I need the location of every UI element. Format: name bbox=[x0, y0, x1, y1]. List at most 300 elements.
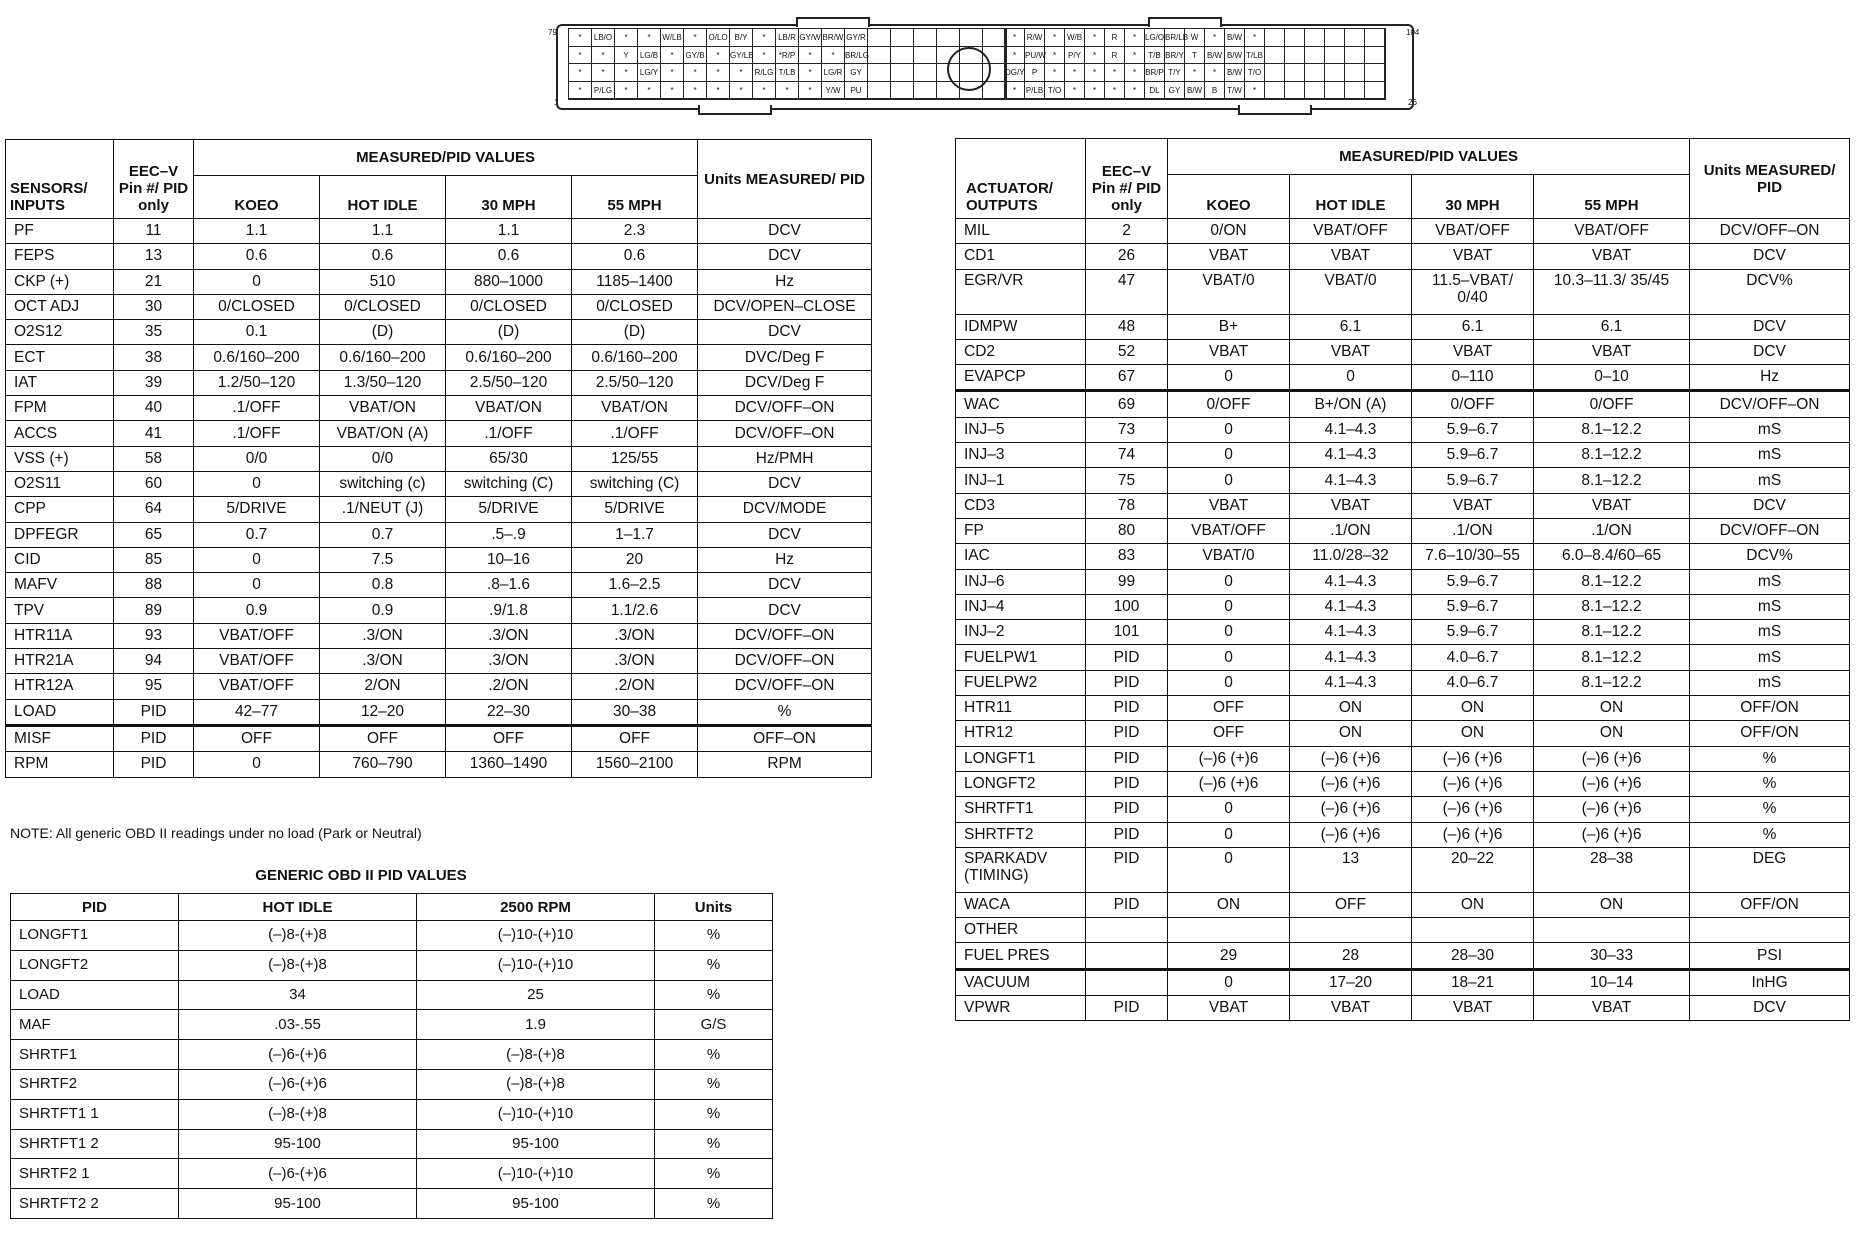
connector-pin-cell: * bbox=[753, 82, 776, 100]
pin-cell: 60 bbox=[114, 471, 194, 496]
units-cell: DCV% bbox=[1690, 544, 1850, 569]
connector-pin-cell bbox=[937, 29, 960, 47]
koeo-cell: 0 bbox=[1168, 417, 1290, 442]
55-mph-cell: ON bbox=[1534, 892, 1690, 917]
table-row bbox=[956, 721, 1850, 746]
hot-idle-cell: (–)6-(+)6 bbox=[179, 1069, 417, 1099]
koeo-cell: 0 bbox=[1168, 797, 1290, 822]
koeo-cell: 0.6 bbox=[194, 244, 320, 269]
2500-rpm-cell: (–)10-(+)10 bbox=[417, 921, 655, 951]
hot-idle-cell: VBAT/0 bbox=[1290, 269, 1412, 314]
table-row bbox=[6, 674, 872, 699]
connector-pin-cell bbox=[1365, 29, 1385, 47]
name-cell: FUELPW2 bbox=[956, 670, 1086, 695]
actuator-name-header: ACTUATOR/ OUTPUTS bbox=[956, 139, 1086, 219]
pin-cell bbox=[1086, 918, 1168, 943]
connector-pin-cell bbox=[1285, 82, 1305, 100]
30-mph-cell: ON bbox=[1412, 892, 1534, 917]
pin-cell: 100 bbox=[1086, 594, 1168, 619]
30-mph-cell: 18–21 bbox=[1412, 969, 1534, 995]
connector-pin-cell bbox=[891, 47, 914, 65]
units-cell: DCV% bbox=[1690, 269, 1850, 314]
table-row bbox=[6, 497, 872, 522]
units-cell: mS bbox=[1690, 594, 1850, 619]
pin-cell: 11 bbox=[114, 219, 194, 244]
name-cell: O2S11 bbox=[6, 471, 114, 496]
connector-pin-cell: * bbox=[592, 64, 615, 82]
pin-cell: 80 bbox=[1086, 518, 1168, 543]
koeo-cell: 0/0 bbox=[194, 446, 320, 471]
units-cell: DCV/OFF–ON bbox=[698, 623, 872, 648]
name-cell: INJ–5 bbox=[956, 417, 1086, 442]
hot-idle-cell: 12–20 bbox=[320, 699, 446, 725]
55-mph-cell: 30–33 bbox=[1534, 943, 1690, 969]
pin-cell: PID bbox=[1086, 670, 1168, 695]
koeo-cell: 0 bbox=[1168, 620, 1290, 645]
connector-pin-cell: * bbox=[615, 82, 638, 100]
connector-pin-cell: * bbox=[638, 82, 661, 100]
connector-pin-cell bbox=[914, 64, 937, 82]
units-cell: mS bbox=[1690, 569, 1850, 594]
units-cell: Hz bbox=[698, 269, 872, 294]
hot-idle-cell: 4.1–4.3 bbox=[1290, 670, 1412, 695]
30-mph-cell: .2/ON bbox=[446, 674, 572, 699]
connector-pin-cell: * bbox=[569, 47, 592, 65]
name-cell: HTR21A bbox=[6, 649, 114, 674]
55-mph-cell: OFF bbox=[572, 725, 698, 751]
units-cell: % bbox=[655, 1129, 773, 1159]
table-row bbox=[11, 980, 773, 1010]
connector-pin-cell: * bbox=[1045, 29, 1065, 47]
pin-cell: 47 bbox=[1086, 269, 1168, 314]
name-cell: PF bbox=[6, 219, 114, 244]
55-mph-header: 55 MPH bbox=[572, 176, 698, 219]
koeo-cell: 0 bbox=[1168, 670, 1290, 695]
pid-cell: LOAD bbox=[11, 980, 179, 1010]
table-row bbox=[956, 822, 1850, 847]
connector-pin-cell bbox=[1285, 64, 1305, 82]
koeo-cell: 0 bbox=[1168, 443, 1290, 468]
units-cell: % bbox=[1690, 822, 1850, 847]
connector-pin-cell: BR/LG bbox=[845, 47, 868, 65]
units-cell: RPM bbox=[698, 752, 872, 777]
55-mph-cell: (–)6 (+)6 bbox=[1534, 746, 1690, 771]
connector-pin-cell: * bbox=[1085, 82, 1105, 100]
table-row bbox=[11, 921, 773, 951]
connector-pin-cell bbox=[1265, 29, 1285, 47]
name-cell: INJ–1 bbox=[956, 468, 1086, 493]
connector-pin-cell: * bbox=[822, 47, 845, 65]
55-mph-cell: .1/OFF bbox=[572, 421, 698, 446]
connector-pin-cell: R bbox=[1105, 47, 1125, 65]
55-mph-cell: 10–14 bbox=[1534, 969, 1690, 995]
connector-pin-cell bbox=[1305, 29, 1325, 47]
name-cell: CPP bbox=[6, 497, 114, 522]
hot-idle-cell: OFF bbox=[320, 725, 446, 751]
table-row bbox=[956, 892, 1850, 917]
2500-rpm-cell: (–)10-(+)10 bbox=[417, 950, 655, 980]
table-row bbox=[11, 1129, 773, 1159]
units-cell: DEG bbox=[1690, 847, 1850, 892]
table-row bbox=[956, 314, 1850, 339]
connector-pin-cell: * bbox=[1125, 64, 1145, 82]
hot-idle-cell: 4.1–4.3 bbox=[1290, 569, 1412, 594]
55-mph-cell: 30–38 bbox=[572, 699, 698, 725]
units-cell: % bbox=[698, 699, 872, 725]
30-mph-cell: 0/CLOSED bbox=[446, 294, 572, 319]
pin-number-26: 26 bbox=[1408, 98, 1417, 107]
connector-pin-cell: Y/W bbox=[822, 82, 845, 100]
30-mph-cell: 0–110 bbox=[1412, 365, 1534, 391]
units-cell: DCV bbox=[698, 219, 872, 244]
30-mph-cell: OFF bbox=[446, 725, 572, 751]
hot-idle-cell: 760–790 bbox=[320, 752, 446, 777]
connector-pin-cell: * bbox=[638, 29, 661, 47]
connector-pin-cell: T/Y bbox=[1165, 64, 1185, 82]
units-cell: % bbox=[655, 1069, 773, 1099]
55-mph-cell: 5/DRIVE bbox=[572, 497, 698, 522]
name-cell: VACUUM bbox=[956, 969, 1086, 995]
pid-cell: SHRTF1 bbox=[11, 1040, 179, 1070]
pin-cell: PID bbox=[1086, 645, 1168, 670]
pin-cell: 83 bbox=[1086, 544, 1168, 569]
30-mph-cell: 5.9–6.7 bbox=[1412, 468, 1534, 493]
table-row bbox=[956, 771, 1850, 796]
30-mph-cell: 0.6 bbox=[446, 244, 572, 269]
table-row bbox=[6, 623, 872, 648]
name-cell: CD3 bbox=[956, 493, 1086, 518]
connector-pin-cell: * bbox=[1085, 64, 1105, 82]
connector-pin-cell: * bbox=[799, 82, 822, 100]
connector-pin-block-right bbox=[1004, 28, 1386, 100]
name-cell: ACCS bbox=[6, 421, 114, 446]
55-mph-cell: 0–10 bbox=[1534, 365, 1690, 391]
name-cell: INJ–4 bbox=[956, 594, 1086, 619]
30-mph-cell: 0.6/160–200 bbox=[446, 345, 572, 370]
hot-idle-cell: 1.3/50–120 bbox=[320, 370, 446, 395]
30-mph-cell: 5.9–6.7 bbox=[1412, 569, 1534, 594]
55-mph-cell: ON bbox=[1534, 696, 1690, 721]
connector-pin-cell: B/W bbox=[1225, 29, 1245, 47]
table-row bbox=[11, 1069, 773, 1099]
koeo-cell: 42–77 bbox=[194, 699, 320, 725]
hot-idle-cell: OFF bbox=[1290, 892, 1412, 917]
connector-pin-cell bbox=[868, 82, 891, 100]
connector-pin-cell bbox=[983, 82, 1006, 100]
name-cell: VPWR bbox=[956, 996, 1086, 1021]
connector-pin-cell: * bbox=[569, 64, 592, 82]
30-mph-cell: .1/ON bbox=[1412, 518, 1534, 543]
pin-cell: PID bbox=[1086, 847, 1168, 892]
hot-idle-header: HOT IDLE bbox=[179, 894, 417, 921]
hot-idle-header: HOT IDLE bbox=[1290, 175, 1412, 219]
30-mph-header: 30 MPH bbox=[1412, 175, 1534, 219]
connector-pin-cell: * bbox=[1245, 82, 1265, 100]
55-mph-cell: 1.1/2.6 bbox=[572, 598, 698, 623]
koeo-cell: 1.2/50–120 bbox=[194, 370, 320, 395]
30-mph-cell: 22–30 bbox=[446, 699, 572, 725]
connector-pin-cell: GY bbox=[845, 64, 868, 82]
table-row bbox=[956, 746, 1850, 771]
pin-cell: 78 bbox=[1086, 493, 1168, 518]
name-cell: IAT bbox=[6, 370, 114, 395]
30-mph-cell: switching (C) bbox=[446, 471, 572, 496]
connector-pin-cell: * bbox=[707, 82, 730, 100]
koeo-cell: (–)6 (+)6 bbox=[1168, 771, 1290, 796]
name-cell: LOAD bbox=[6, 699, 114, 725]
connector-pin-cell: * bbox=[1085, 47, 1105, 65]
koeo-cell: VBAT bbox=[1168, 996, 1290, 1021]
55-mph-cell: .1/ON bbox=[1534, 518, 1690, 543]
30-mph-cell: 4.0–6.7 bbox=[1412, 645, 1534, 670]
55-mph-cell: 0.6 bbox=[572, 244, 698, 269]
connector-pin-cell: * bbox=[1045, 64, 1065, 82]
connector-pin-cell: BR/P bbox=[1145, 64, 1165, 82]
connector-pin-cell: LB/O bbox=[592, 29, 615, 47]
55-mph-cell: 8.1–12.2 bbox=[1534, 594, 1690, 619]
table-row bbox=[956, 594, 1850, 619]
30-mph-cell: .8–1.6 bbox=[446, 573, 572, 598]
55-mph-cell: switching (C) bbox=[572, 471, 698, 496]
connector-pin-cell: * bbox=[1185, 64, 1205, 82]
hot-idle-cell: 95-100 bbox=[179, 1129, 417, 1159]
connector-pin-cell: * bbox=[684, 64, 707, 82]
connector-pin-cell: * bbox=[799, 64, 822, 82]
55-mph-cell: 8.1–12.2 bbox=[1534, 569, 1690, 594]
units-cell: OFF–ON bbox=[698, 725, 872, 751]
koeo-cell: 0.7 bbox=[194, 522, 320, 547]
30-mph-header: 30 MPH bbox=[446, 176, 572, 219]
hot-idle-cell: ON bbox=[1290, 696, 1412, 721]
koeo-cell: 1.1 bbox=[194, 219, 320, 244]
connector-pin-cell bbox=[1345, 64, 1365, 82]
koeo-cell: 0.1 bbox=[194, 320, 320, 345]
connector-pin-cell: B/W bbox=[1225, 64, 1245, 82]
connector-pin-cell bbox=[868, 64, 891, 82]
connector-pin-cell bbox=[1345, 82, 1365, 100]
koeo-cell: 0 bbox=[1168, 645, 1290, 670]
table-row bbox=[956, 468, 1850, 493]
pin-cell: PID bbox=[1086, 696, 1168, 721]
name-cell: O2S12 bbox=[6, 320, 114, 345]
units-cell: % bbox=[1690, 797, 1850, 822]
table-row bbox=[6, 320, 872, 345]
30-mph-cell bbox=[1412, 918, 1534, 943]
table-row bbox=[6, 699, 872, 725]
30-mph-cell: 4.0–6.7 bbox=[1412, 670, 1534, 695]
units-cell: Hz bbox=[698, 547, 872, 572]
connector-pin-cell bbox=[1365, 47, 1385, 65]
30-mph-cell: (–)6 (+)6 bbox=[1412, 746, 1534, 771]
table-row bbox=[956, 365, 1850, 391]
units-cell: OFF/ON bbox=[1690, 892, 1850, 917]
table-row bbox=[6, 345, 872, 370]
hot-idle-cell: ON bbox=[1290, 721, 1412, 746]
name-cell: CKP (+) bbox=[6, 269, 114, 294]
connector-pin-cell: B bbox=[1205, 82, 1225, 100]
2500-rpm-cell: 1.9 bbox=[417, 1010, 655, 1040]
55-mph-cell: 8.1–12.2 bbox=[1534, 620, 1690, 645]
table-row bbox=[956, 670, 1850, 695]
connector-pin-cell: *R/P bbox=[776, 47, 799, 65]
pin-cell: PID bbox=[114, 725, 194, 751]
connector-pin-cell bbox=[1265, 47, 1285, 65]
55-mph-cell: 6.0–8.4/60–65 bbox=[1534, 544, 1690, 569]
30-mph-cell: 6.1 bbox=[1412, 314, 1534, 339]
koeo-cell: 0 bbox=[1168, 569, 1290, 594]
pid-cell: SHRTFT2 2 bbox=[11, 1189, 179, 1219]
55-mph-cell: 1.6–2.5 bbox=[572, 573, 698, 598]
30-mph-cell: 0/OFF bbox=[1412, 391, 1534, 417]
hot-idle-cell: 95-100 bbox=[179, 1189, 417, 1219]
connector-pin-cell: T bbox=[1185, 47, 1205, 65]
pin-cell: 73 bbox=[1086, 417, 1168, 442]
connector-pin-cell bbox=[891, 29, 914, 47]
connector-pin-cell: * bbox=[1125, 82, 1145, 100]
table-row bbox=[956, 443, 1850, 468]
table-row bbox=[6, 244, 872, 269]
30-mph-cell: VBAT/OFF bbox=[1412, 219, 1534, 244]
table-row bbox=[6, 471, 872, 496]
hot-idle-cell: 0.8 bbox=[320, 573, 446, 598]
55-mph-cell: VBAT bbox=[1534, 996, 1690, 1021]
table-row bbox=[956, 544, 1850, 569]
30-mph-cell: .5–.9 bbox=[446, 522, 572, 547]
table-row bbox=[6, 294, 872, 319]
connector-pin-cell bbox=[1305, 82, 1325, 100]
name-cell: HTR12 bbox=[956, 721, 1086, 746]
name-cell: MIL bbox=[956, 219, 1086, 244]
30-mph-cell: 11.5–VBAT/ 0/40 bbox=[1412, 269, 1534, 314]
koeo-cell: 0 bbox=[194, 752, 320, 777]
hot-idle-cell: VBAT bbox=[1290, 244, 1412, 269]
connector-pin-cell: O/LO bbox=[707, 29, 730, 47]
name-cell: FP bbox=[956, 518, 1086, 543]
55-mph-cell: (–)6 (+)6 bbox=[1534, 797, 1690, 822]
pid-cell: MAF bbox=[11, 1010, 179, 1040]
units-cell: DCV bbox=[698, 573, 872, 598]
koeo-cell: OFF bbox=[194, 725, 320, 751]
connector-pin-cell: T/O bbox=[1045, 82, 1065, 100]
hot-idle-cell: 0.9 bbox=[320, 598, 446, 623]
2500-rpm-cell: (–)8-(+)8 bbox=[417, 1069, 655, 1099]
connector-pin-cell: DG/Y bbox=[1005, 64, 1025, 82]
pin-cell: PID bbox=[1086, 721, 1168, 746]
connector-pin-cell: * bbox=[1005, 82, 1025, 100]
connector-pin-cell: W/LB bbox=[661, 29, 684, 47]
30-mph-cell: 20–22 bbox=[1412, 847, 1534, 892]
30-mph-cell: .3/ON bbox=[446, 649, 572, 674]
units-cell: % bbox=[655, 921, 773, 951]
55-mph-cell: .3/ON bbox=[572, 649, 698, 674]
name-cell: LONGFT1 bbox=[956, 746, 1086, 771]
30-mph-cell: VBAT/ON bbox=[446, 396, 572, 421]
connector-pin-cell: * bbox=[1045, 47, 1065, 65]
connector-pin-cell: * bbox=[1005, 29, 1025, 47]
pin-cell: 64 bbox=[114, 497, 194, 522]
table-row bbox=[956, 943, 1850, 969]
table-row bbox=[11, 1010, 773, 1040]
hot-idle-cell: (–)8-(+)8 bbox=[179, 921, 417, 951]
units-cell: DCV/Deg F bbox=[698, 370, 872, 395]
30-mph-cell: 65/30 bbox=[446, 446, 572, 471]
table-row bbox=[6, 396, 872, 421]
connector-pin-cell bbox=[1285, 29, 1305, 47]
units-cell: PSI bbox=[1690, 943, 1850, 969]
2500-rpm-cell: 25 bbox=[417, 980, 655, 1010]
units-cell: DCV bbox=[698, 522, 872, 547]
hot-idle-cell: 510 bbox=[320, 269, 446, 294]
hot-idle-cell: 4.1–4.3 bbox=[1290, 620, 1412, 645]
koeo-cell: VBAT/0 bbox=[1168, 269, 1290, 314]
55-mph-header: 55 MPH bbox=[1534, 175, 1690, 219]
connector-pin-cell: T/B bbox=[1145, 47, 1165, 65]
table-row bbox=[11, 1099, 773, 1129]
connector-pin-cell: * bbox=[1105, 64, 1125, 82]
pin-cell: 58 bbox=[114, 446, 194, 471]
hot-idle-cell: 17–20 bbox=[1290, 969, 1412, 995]
name-cell: MAFV bbox=[6, 573, 114, 598]
connector-pin-cell: * bbox=[1065, 64, 1085, 82]
pin-cell: 69 bbox=[1086, 391, 1168, 417]
pin-cell: 88 bbox=[114, 573, 194, 598]
actuators-outputs-table bbox=[955, 138, 1850, 1021]
30-mph-cell: .9/1.8 bbox=[446, 598, 572, 623]
connector-pin-cell: LG/Y bbox=[638, 64, 661, 82]
table-row bbox=[6, 649, 872, 674]
55-mph-cell: (–)6 (+)6 bbox=[1534, 822, 1690, 847]
connector-pin-cell: * bbox=[730, 82, 753, 100]
units-cell: mS bbox=[1690, 443, 1850, 468]
koeo-cell: 0.6/160–200 bbox=[194, 345, 320, 370]
hot-idle-cell: .3/ON bbox=[320, 623, 446, 648]
55-mph-cell: VBAT/OFF bbox=[1534, 219, 1690, 244]
units-cell: % bbox=[655, 1159, 773, 1189]
2500-rpm-cell: 95-100 bbox=[417, 1129, 655, 1159]
connector-pin-cell bbox=[914, 47, 937, 65]
connector-pin-cell bbox=[1305, 64, 1325, 82]
name-cell: OCT ADJ bbox=[6, 294, 114, 319]
connector-pin-cell bbox=[983, 29, 1006, 47]
connector-pin-cell: * bbox=[592, 47, 615, 65]
hot-idle-cell: 0.6/160–200 bbox=[320, 345, 446, 370]
pin-cell: 2 bbox=[1086, 219, 1168, 244]
2500-rpm-header: 2500 RPM bbox=[417, 894, 655, 921]
table-row bbox=[6, 219, 872, 244]
koeo-cell: B+ bbox=[1168, 314, 1290, 339]
table-row bbox=[6, 421, 872, 446]
pid-cell: SHRTF2 1 bbox=[11, 1159, 179, 1189]
55-mph-cell: (D) bbox=[572, 320, 698, 345]
units-cell: DCV bbox=[698, 598, 872, 623]
30-mph-cell: (–)6 (+)6 bbox=[1412, 771, 1534, 796]
connector-pin-cell: P bbox=[1025, 64, 1045, 82]
name-cell: FPM bbox=[6, 396, 114, 421]
units-cell: % bbox=[655, 950, 773, 980]
connector-pin-cell bbox=[1325, 64, 1345, 82]
units-cell: DCV bbox=[1690, 244, 1850, 269]
connector-pin-cell: * bbox=[1205, 64, 1225, 82]
hot-idle-cell: 4.1–4.3 bbox=[1290, 468, 1412, 493]
hot-idle-cell: 7.5 bbox=[320, 547, 446, 572]
pin-cell: 40 bbox=[114, 396, 194, 421]
name-cell: OTHER bbox=[956, 918, 1086, 943]
connector-pin-cell: * bbox=[753, 47, 776, 65]
connector-tab bbox=[796, 17, 870, 27]
2500-rpm-cell: (–)10-(+)10 bbox=[417, 1159, 655, 1189]
hot-idle-cell: 13 bbox=[1290, 847, 1412, 892]
name-cell: VSS (+) bbox=[6, 446, 114, 471]
